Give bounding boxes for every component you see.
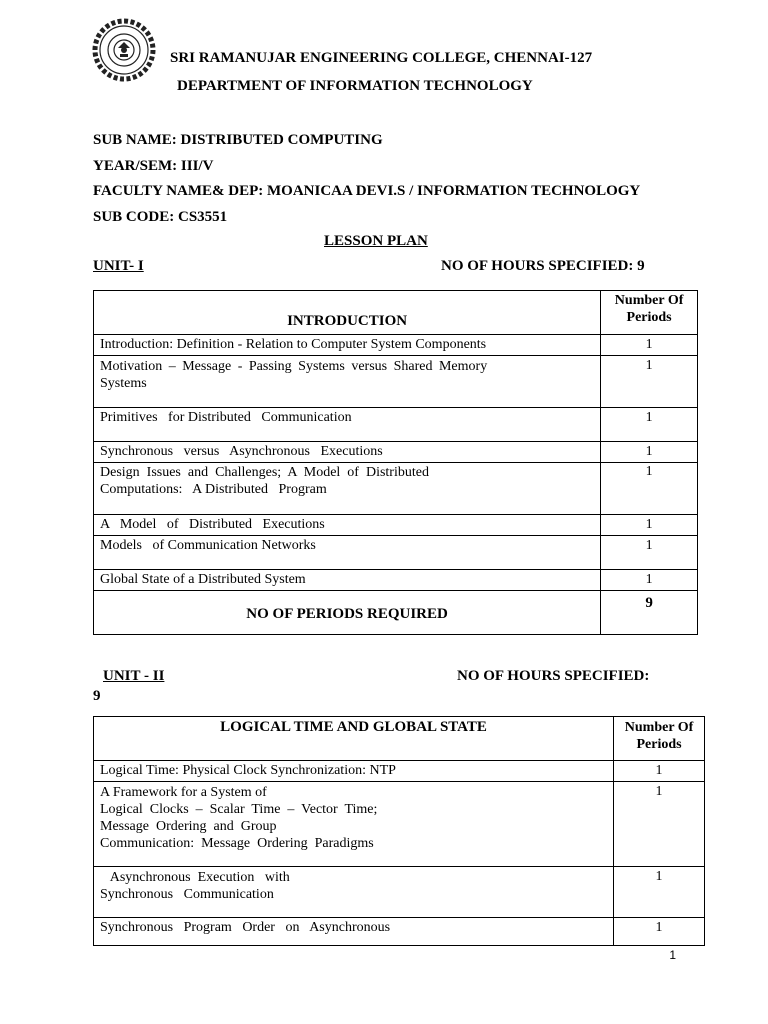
topic-cell: Models of Communication Networks <box>94 536 601 570</box>
topic-cell: Design Issues and Challenges; A Model of Distributed Computations: A Distributed Program <box>94 463 601 515</box>
college-logo <box>92 18 156 82</box>
period-cell: 1 <box>601 570 698 591</box>
topic-cell: Synchronous versus Asynchronous Executions <box>94 442 601 463</box>
total-row <box>94 591 698 635</box>
unit2-table <box>93 716 705 946</box>
period-cell: 1 <box>614 867 705 918</box>
table-header-row <box>94 291 698 335</box>
unit2-label: UNIT - II <box>103 668 165 684</box>
table-row <box>94 515 698 536</box>
period-cell: 1 <box>614 782 705 867</box>
table-row <box>94 867 705 918</box>
period-cell: 1 <box>601 335 698 356</box>
topic-cell: Logical Time: Physical Clock Synchronization: NTP <box>94 761 614 782</box>
period-cell: 1 <box>601 515 698 536</box>
period-cell: 1 <box>601 442 698 463</box>
period-cell: 1 <box>601 408 698 442</box>
period-cell: 1 <box>601 463 698 515</box>
topic-header: INTRODUCTION <box>94 291 601 335</box>
table-row <box>94 408 698 442</box>
table-row <box>94 570 698 591</box>
table-header-row <box>94 717 705 761</box>
table-row <box>94 356 698 408</box>
topic-cell: A Framework for a System of Logical Clocks – Scalar Time – Vector Time; Message Ordering and Group Communication: Message Ordering Paradigms <box>94 782 614 867</box>
lesson-plan-title: LESSON PLAN <box>324 233 428 249</box>
table-row <box>94 442 698 463</box>
table-row <box>94 761 705 782</box>
period-cell: 1 <box>601 356 698 408</box>
subject-name: SUB NAME: DISTRIBUTED COMPUTING <box>93 132 383 148</box>
topic-cell: Synchronous Program Order on Asynchronous <box>94 918 614 946</box>
topic-cell: Global State of a Distributed System <box>94 570 601 591</box>
periods-header: Number Of Periods <box>601 291 698 335</box>
total-value: 9 <box>601 591 698 635</box>
unit1-label: UNIT- I <box>93 258 144 274</box>
table-row <box>94 536 698 570</box>
table-row <box>94 918 705 946</box>
period-cell: 1 <box>614 918 705 946</box>
subject-code: SUB CODE: CS3551 <box>93 209 228 225</box>
topic-cell: Motivation – Message - Passing Systems versus Shared Memory Systems <box>94 356 601 408</box>
periods-header: Number Of Periods <box>614 717 705 761</box>
page-number: 1 <box>669 948 676 962</box>
topic-header: LOGICAL TIME AND GLOBAL STATE <box>94 717 614 761</box>
year-sem: YEAR/SEM: III/V <box>93 158 214 174</box>
total-label: NO OF PERIODS REQUIRED <box>94 591 601 635</box>
unit1-table <box>93 290 698 635</box>
period-cell: 1 <box>614 761 705 782</box>
table-row <box>94 463 698 515</box>
topic-cell: Primitives for Distributed Communication <box>94 408 601 442</box>
unit2-hours: NO OF HOURS SPECIFIED: <box>457 668 650 684</box>
department-name: DEPARTMENT OF INFORMATION TECHNOLOGY <box>177 78 533 94</box>
period-cell: 1 <box>601 536 698 570</box>
unit1-hours: NO OF HOURS SPECIFIED: 9 <box>441 258 645 274</box>
faculty-name: FACULTY NAME& DEP: MOANICAA DEVI.S / INFORMATION TECHNOLOGY <box>93 183 641 199</box>
topic-cell: Asynchronous Execution with Synchronous Communication <box>94 867 614 918</box>
table-row <box>94 782 705 867</box>
topic-cell: Introduction: Definition - Relation to Computer System Components <box>94 335 601 356</box>
table-row <box>94 335 698 356</box>
unit2-hours-value: 9 <box>93 688 101 704</box>
college-name: SRI RAMANUJAR ENGINEERING COLLEGE, CHENNAI-127 <box>170 50 593 66</box>
topic-cell: A Model of Distributed Executions <box>94 515 601 536</box>
